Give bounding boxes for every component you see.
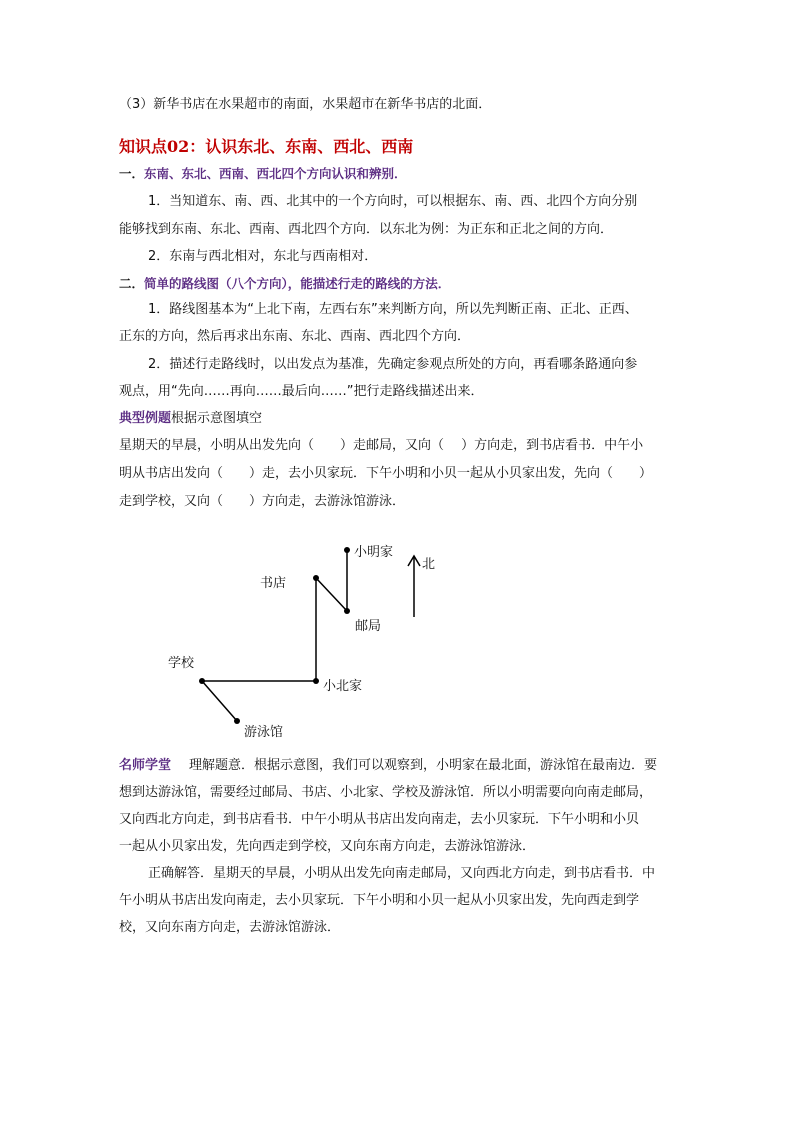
paragraph-3b: 正东的方向，然后再求出东南、东北、西南、西北四个方向．	[119, 329, 471, 344]
teacher-label: 名师学堂	[119, 758, 172, 773]
paragraph-4b: 观点，用“先向……再向……最后向……”把行走路线描述出来．	[119, 384, 484, 399]
subsection-2-title: 简单的路线图（八个方向），能描述行走的路线的方法．	[144, 276, 451, 291]
subsection-2-prefix: 二．	[119, 276, 145, 291]
paragraph-1b: 能够找到东南、东北、西南、西北四个方向．以东北为例：为正东和正北之间的方向．	[119, 222, 614, 237]
label-bookstore: 书店	[260, 576, 287, 591]
point-xiaobei-home	[313, 678, 319, 684]
teacher-line-1	[119, 757, 657, 775]
teacher-line-2: 想到达游泳馆，需要经过邮局、书店、小北家、学校及游泳馆．所以小明需要向向南走邮局，	[119, 785, 653, 800]
label-pool: 游泳馆	[244, 725, 284, 740]
answer-line-3: 校，又向东南方向走，去游泳馆游泳．	[119, 920, 341, 935]
teacher-line-3: 又向西北方向走，到书店看书．中午小明从书店出发向南走，去小贝家玩．下午小明和小贝	[119, 812, 640, 827]
paragraph-2: 2．东南与西北相对，东北与西南相对．	[148, 249, 378, 264]
paragraph-4a: 2．描述行走路线时，以出发点为基准，先确定参观点所处的方向，再看哪条路通向参	[148, 357, 638, 372]
paragraph-1a: 1．当知道东、南、西、北其中的一个方向时，可以根据东、南、西、北四个方向分别	[148, 194, 638, 209]
label-xiaoming-home: 小明家	[354, 545, 394, 560]
point-pool	[234, 718, 240, 724]
question-line-1: 星期天的早晨，小明从出发先向（ ）走邮局，又向（ ）方向走，到书店看书．中午小	[119, 438, 644, 453]
label-xiaobei-home: 小北家	[323, 679, 363, 694]
label-north: 北	[422, 557, 436, 572]
text-line-top: （3）新华书店在水果超市的南面，水果超市在新华书店的北面．	[119, 97, 492, 112]
example-label: 典型例题	[119, 411, 172, 426]
example-title: 根据示意图填空	[171, 411, 263, 426]
label-post-office: 邮局	[355, 619, 382, 634]
teacher-text-1: 理解题意．根据示意图，我们可以观察到，小明家在最北面，游泳馆在最南边．要	[189, 758, 658, 773]
route-school-pool	[202, 681, 237, 721]
label-school: 学校	[168, 656, 195, 671]
section-heading: 知识点02：认识东北、东南、西北、西南	[119, 137, 414, 156]
question-line-2: 明从书店出发向（ ）走，去小贝家玩．下午小明和小贝一起从小贝家出发，先向（ ）	[119, 466, 653, 481]
point-school	[199, 678, 205, 684]
paragraph-3a: 1．路线图基本为“上北下南，左西右东”来判断方向，所以先判断正南、正北、正西、	[148, 302, 638, 317]
answer-line-1: 正确解答．星期天的早晨，小明从出发先向南走邮局，又向西北方向走，到书店看书．中	[148, 866, 656, 881]
question-line-3: 走到学校，又向（ ）方向走，去游泳馆游泳．	[119, 494, 406, 509]
subsection-1-title: 东南、东北、西南、西北四个方向认识和辨别．	[144, 166, 407, 181]
route-post-bookstore	[316, 578, 347, 611]
point-bookstore	[313, 575, 319, 581]
point-xiaoming-home	[344, 547, 350, 553]
point-post-office	[344, 608, 350, 614]
answer-line-2: 午小明从书店出发向南走，去小贝家玩．下午小明和小贝一起从小贝家出发，先向西走到学	[119, 893, 640, 908]
teacher-line-4: 一起从小贝家出发，先向西走到学校，又向东南方向走，去游泳馆游泳．	[119, 839, 536, 854]
subsection-1-prefix: 一．	[119, 166, 145, 181]
